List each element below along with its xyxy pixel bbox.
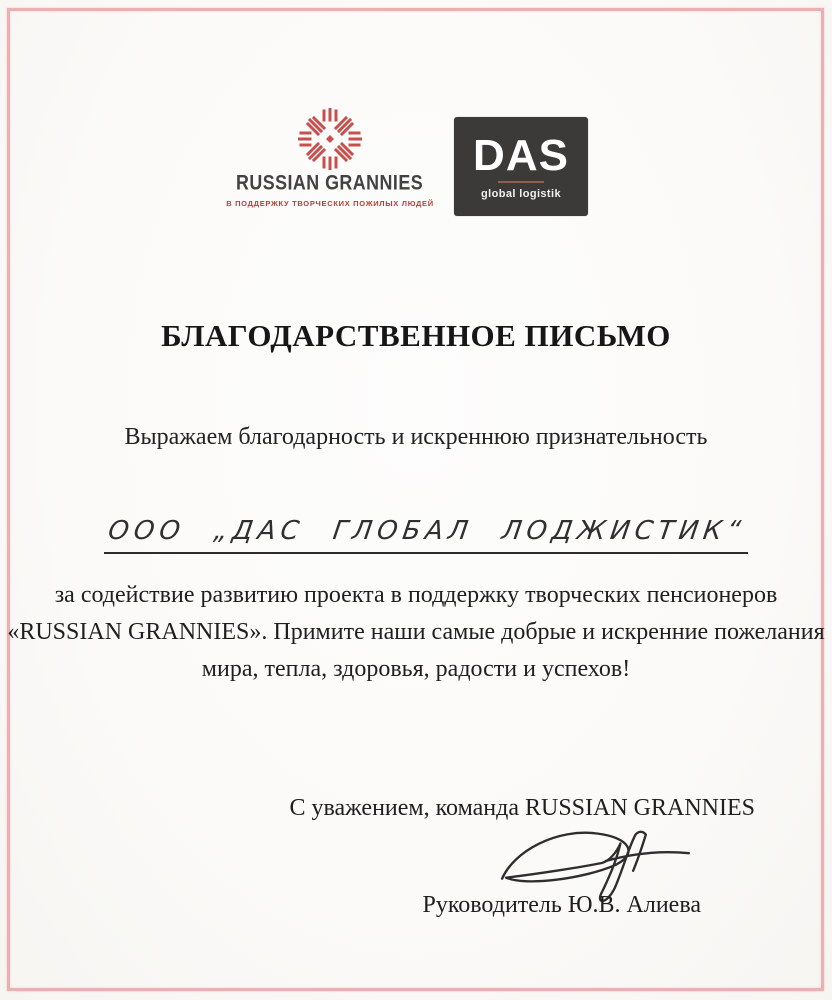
signoff-line: С уважением, команда RUSSIAN GRANNIES (289, 795, 755, 821)
russian-grannies-tagline: В ПОДДЕРЖКУ ТВОРЧЕСКИХ ПОЖИЛЫХ ЛЮДЕЙ (226, 199, 434, 208)
letter-body-line: за содействие развитию проекта в поддержку творческих пенсионеров (54, 582, 778, 608)
letter-body-line: мира, тепла, здоровья, радости и успехов! (201, 656, 631, 682)
header-logos (0, 108, 832, 216)
letter-body-line: «RUSSIAN GRANNIES». Примите наши самые добрые и искренние пожелания (7, 619, 825, 645)
das-logo (454, 117, 588, 216)
folk-ornament-icon (298, 108, 362, 170)
das-wordmark: DAS (473, 130, 569, 180)
russian-grannies-logo (226, 108, 434, 208)
russian-grannies-wordmark: RUSSIAN GRANNIES (236, 171, 424, 195)
das-logo-divider (498, 181, 544, 183)
signatory-line: Руководитель Ю.В. Алиева (422, 892, 701, 918)
recipient-handwritten-name: ООО „ДАС ГЛОБАЛ ЛОДЖИСТИК“ (105, 516, 747, 546)
letter-intro-line: Выражаем благодарность и искреннюю признательность (124, 424, 708, 450)
das-tagline: global logistik (481, 187, 561, 200)
letter-body (0, 577, 832, 688)
recipient-underline (104, 504, 748, 554)
letter-title: БЛАГОДАРСТВЕННОЕ ПИСЬМО (161, 318, 671, 353)
